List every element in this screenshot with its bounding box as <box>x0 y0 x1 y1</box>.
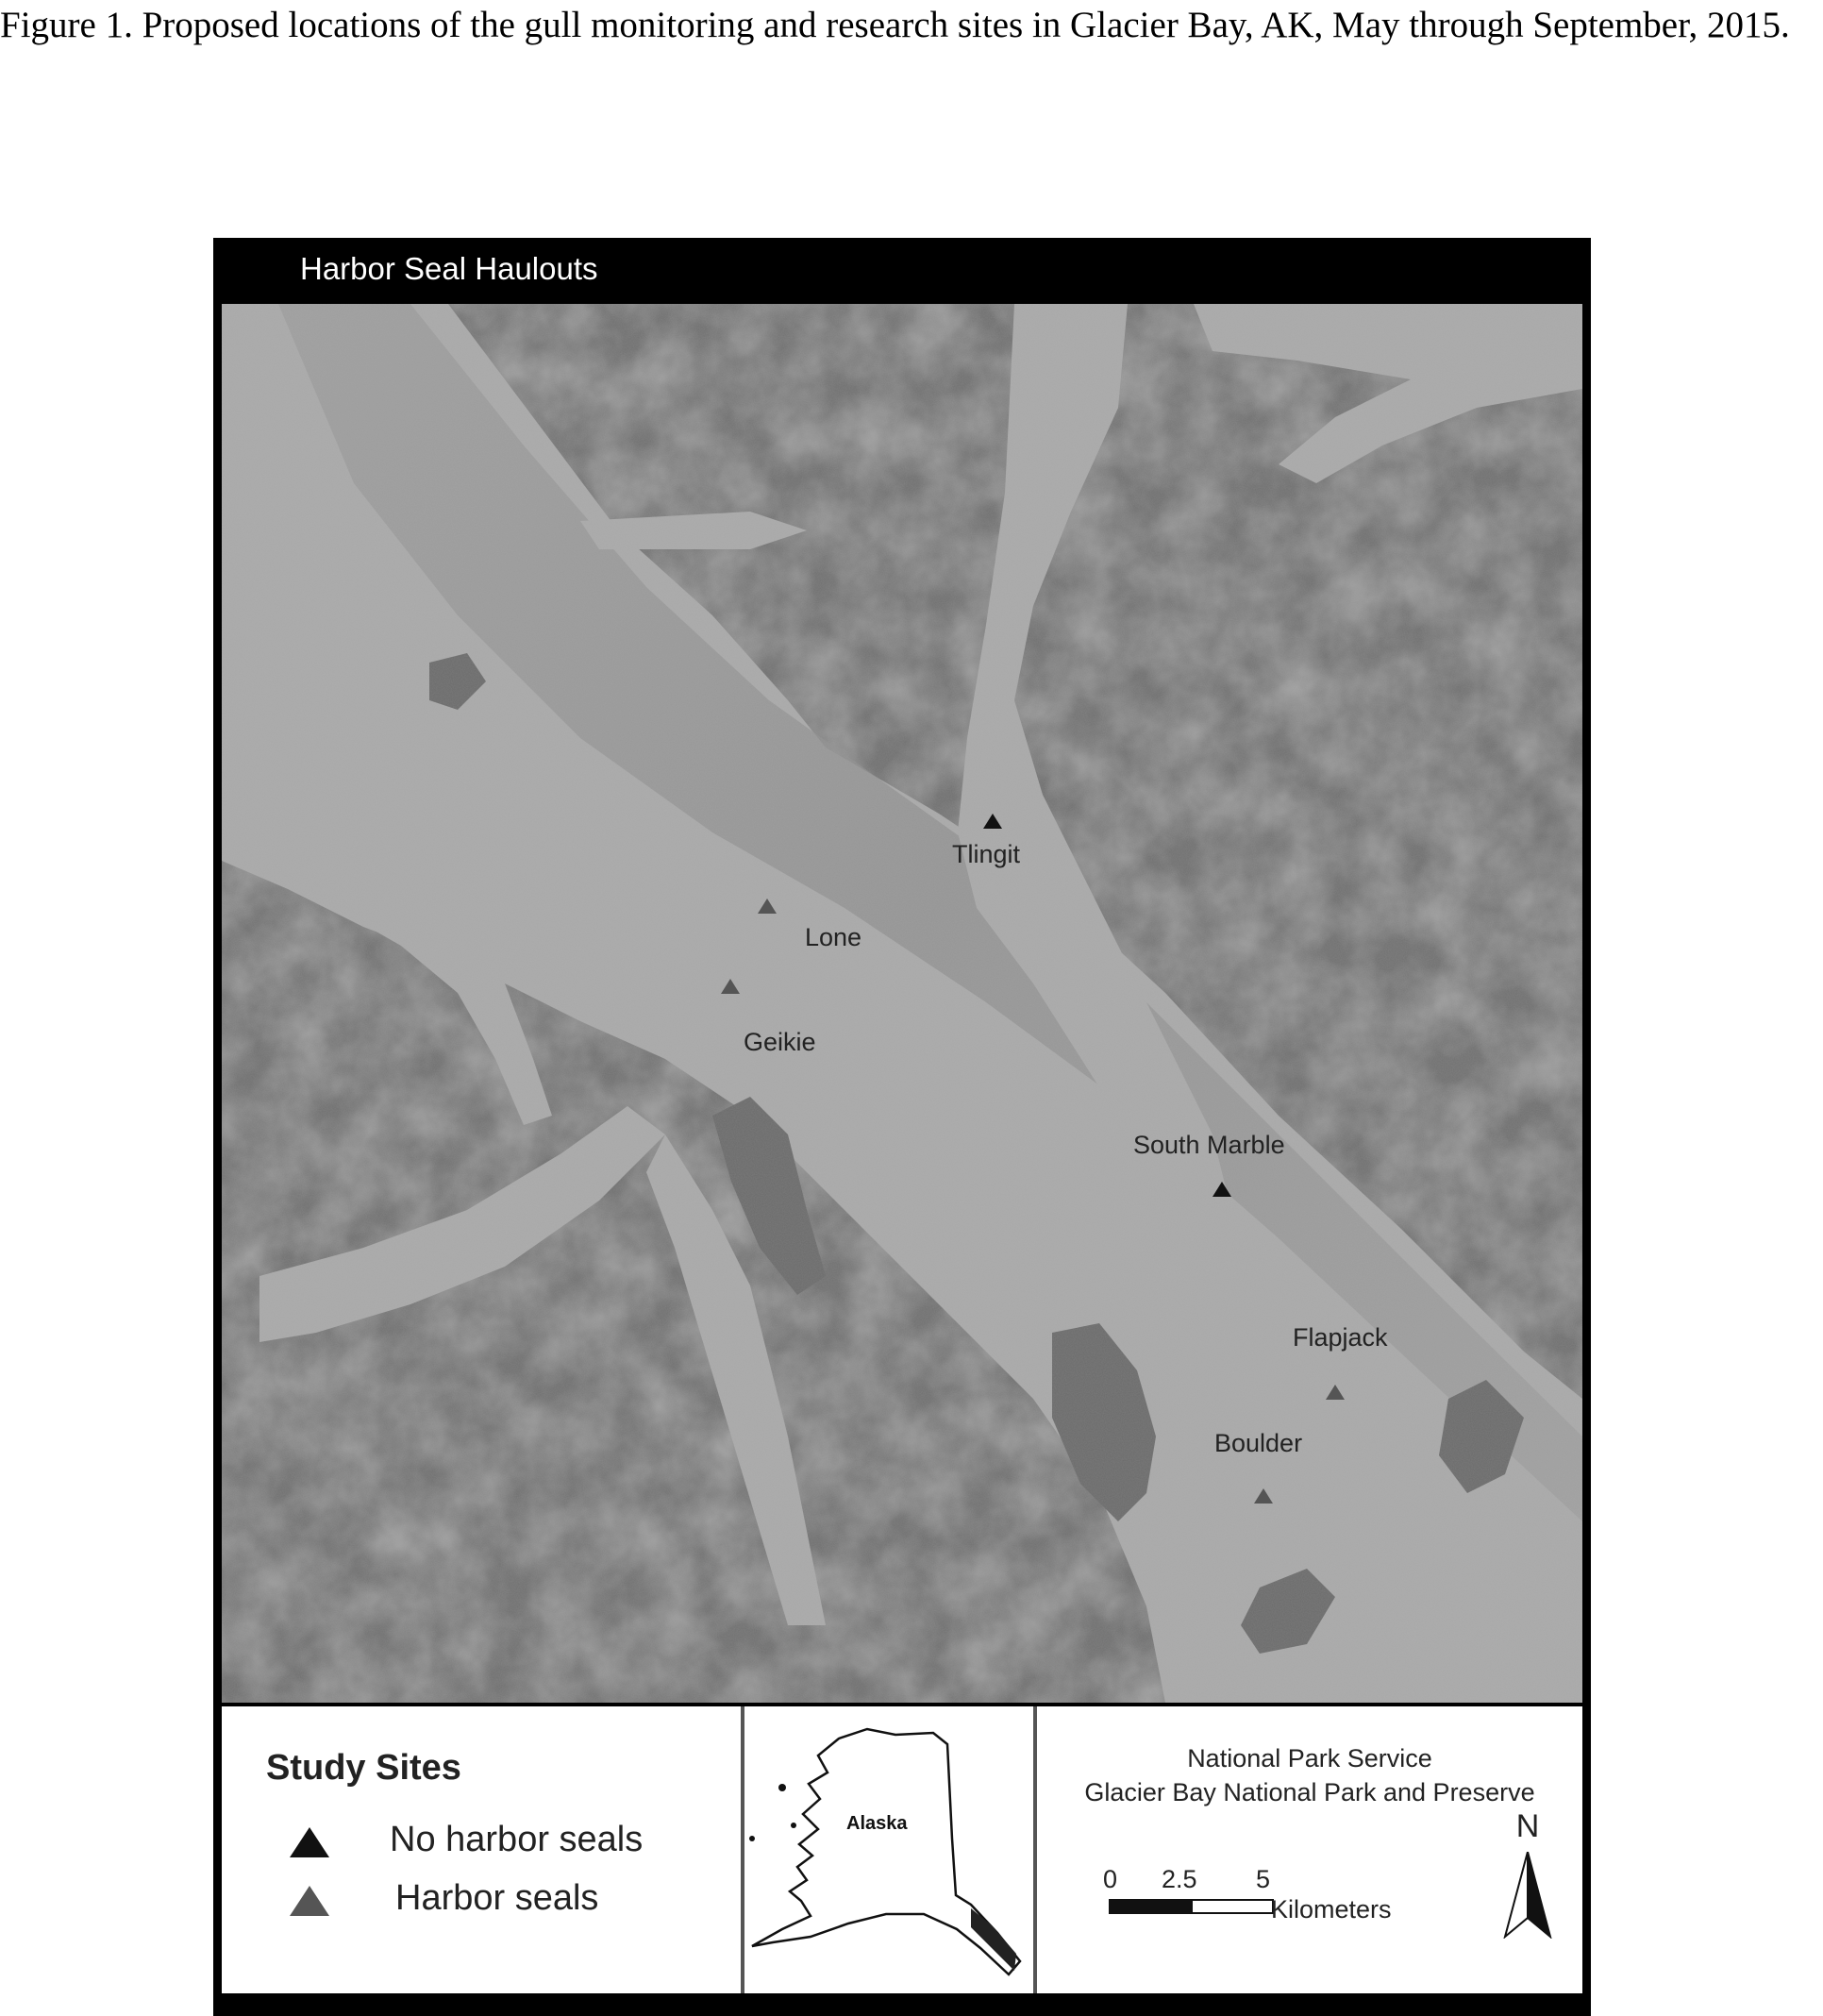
alaska-inset-map <box>744 1706 1033 1993</box>
legend-item-seals <box>288 1878 722 1922</box>
north-label: N <box>1515 1808 1540 1844</box>
agency-name: National Park Service <box>1187 1744 1432 1772</box>
scale-tick: 5 <box>1256 1865 1271 1893</box>
alaska-outline <box>752 1729 1020 1974</box>
site-label: South Marble <box>1133 1131 1285 1159</box>
scale-tick: 0 <box>1103 1865 1118 1893</box>
legend-panel <box>222 1706 741 1993</box>
scale-bar <box>1103 1865 1443 1950</box>
scale-bar-graphic <box>1109 1899 1275 1914</box>
triangle-icon <box>288 1825 331 1859</box>
credits-panel <box>1037 1706 1582 1993</box>
site-label: Tlingit <box>952 840 1021 868</box>
park-name: Glacier Bay National Park and Preserve <box>1084 1778 1535 1806</box>
scale-unit: Kilometers <box>1271 1895 1392 1924</box>
site-label: Lone <box>805 923 862 951</box>
site-label: Geikie <box>744 1028 816 1056</box>
map-title: Harbor Seal Haulouts <box>300 251 598 286</box>
north-arrow <box>1499 1808 1556 1940</box>
legend-title: Study Sites <box>266 1748 461 1788</box>
site-label: Boulder <box>1214 1429 1303 1457</box>
figure-caption: Figure 1. Proposed locations of the gull monitoring and research sites in Glacier Bay, AK, May through September, 2015. <box>0 5 1790 45</box>
inset-label: Alaska <box>846 1813 908 1834</box>
grain-overlay <box>222 304 1582 1703</box>
triangle-icon <box>288 1884 331 1918</box>
map-footer <box>222 1706 1582 1993</box>
island-dot <box>791 1823 796 1828</box>
inset-panel <box>744 1706 1033 1993</box>
terrain-map <box>222 304 1582 1703</box>
legend-item-no-seals <box>288 1820 722 1863</box>
map-title-bar <box>213 238 1591 304</box>
map-frame <box>213 238 1591 2016</box>
map-canvas[interactable] <box>222 304 1582 1703</box>
legend-label: Harbor seals <box>395 1878 599 1918</box>
scale-tick: 2.5 <box>1162 1865 1197 1893</box>
north-arrow-icon <box>1503 1852 1552 1939</box>
island-dot <box>778 1784 786 1791</box>
site-label: Flapjack <box>1293 1323 1388 1352</box>
legend-label: No harbor seals <box>390 1820 644 1859</box>
island-dot <box>749 1836 755 1841</box>
